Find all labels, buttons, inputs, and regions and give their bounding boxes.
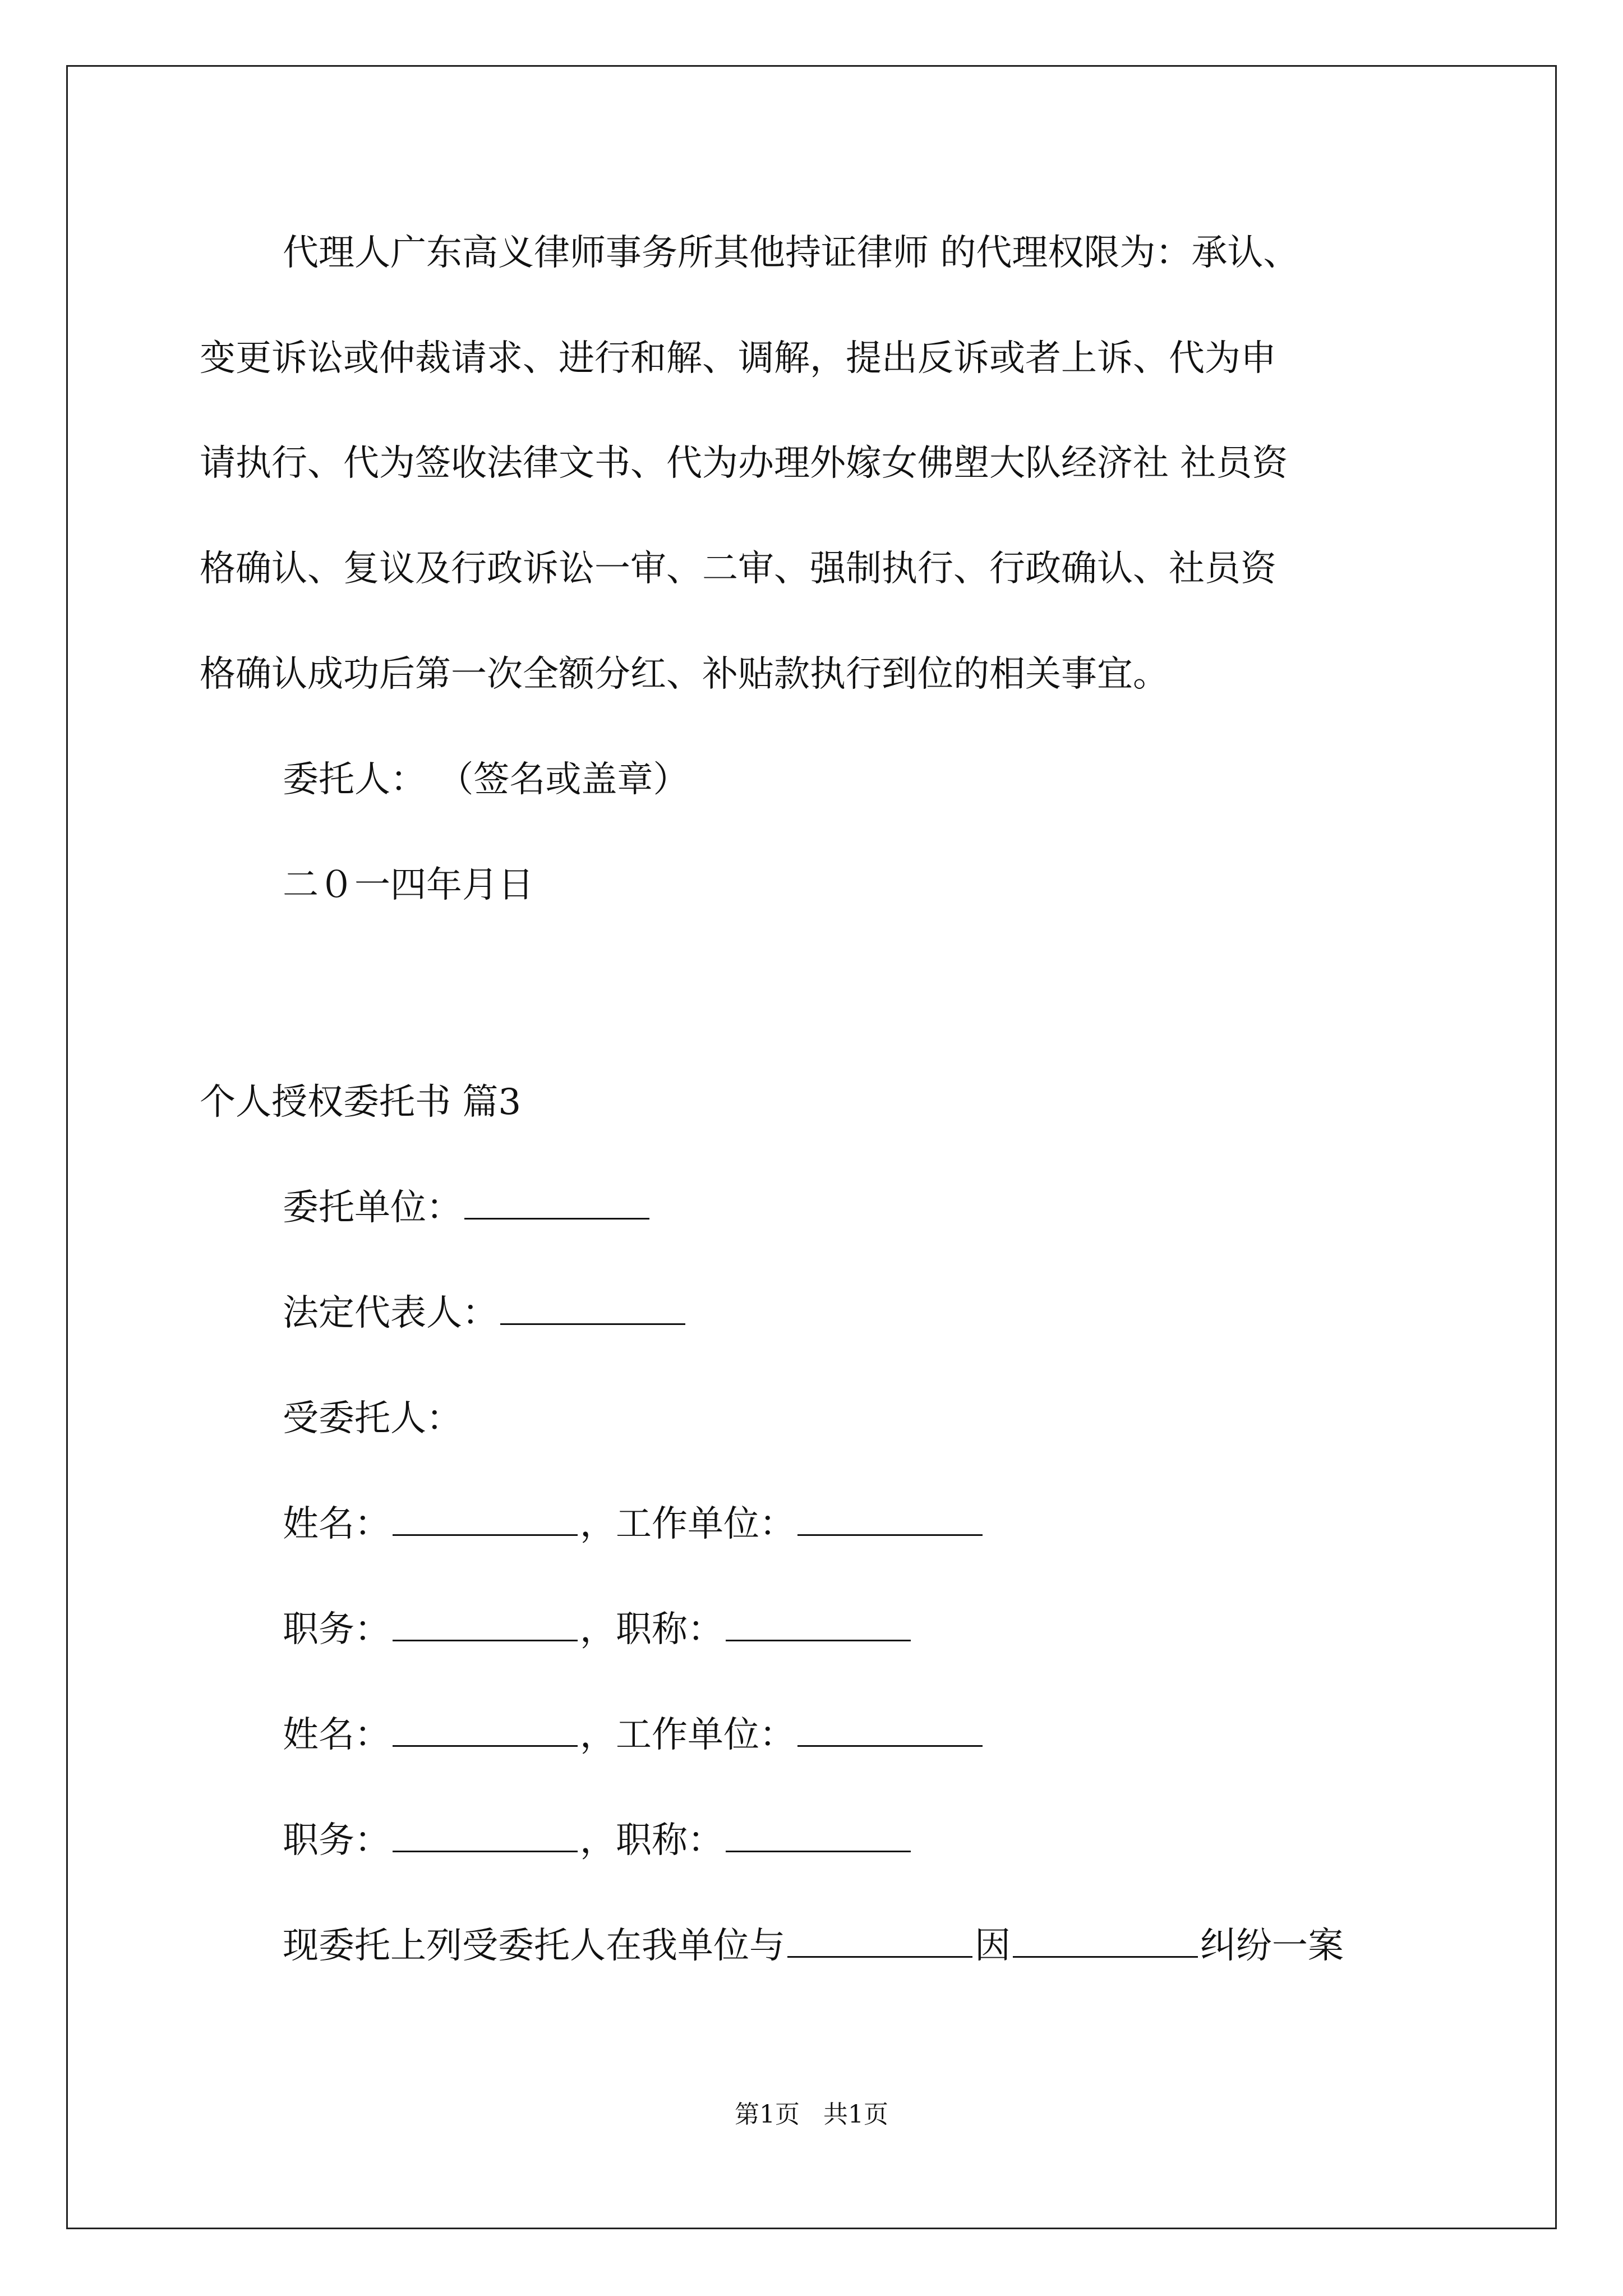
agent1-name-row <box>283 1499 985 1549</box>
paragraph-line-4: 格确认、复议及行政诉讼一审、二审、强制执行、行政确认、社员资 <box>200 548 1276 590</box>
name-blank <box>393 1711 578 1747</box>
paragraph-line-1: 代理人广东高义律师事务所其他持证律师 的代理权限为：承认、 <box>283 232 1299 274</box>
page-border <box>66 65 1557 2229</box>
entrusting-unit-label: 委托单位： <box>283 1187 462 1228</box>
principal-signature-line: 委托人： （签名或盖章） <box>283 759 689 800</box>
entrusting-unit-row <box>283 1182 652 1233</box>
title-label: ，职称： <box>580 1609 723 1650</box>
position-label: 职务： <box>283 1609 390 1650</box>
legal-rep-blank <box>500 1290 685 1325</box>
legal-rep-label: 法定代表人： <box>283 1292 498 1334</box>
legal-rep-row <box>283 1288 688 1338</box>
work-unit-label: ，工作单位： <box>580 1714 795 1756</box>
entrust-statement-part1: 现委托上列受委托人在我单位与 <box>283 1925 785 1967</box>
agent-label: 受委托人： <box>283 1398 462 1439</box>
agent2-name-row <box>283 1710 985 1760</box>
paragraph-line-5: 格确认成功后第一次全额分红、补贴款执行到位的相关事宜。 <box>200 654 1169 695</box>
position-label: 职务： <box>283 1820 390 1861</box>
title-label: ，职称： <box>580 1820 723 1861</box>
page-total: 共1页 <box>823 2100 888 2129</box>
paragraph-line-2: 变更诉讼或仲裁请求、进行和解、调解，提出反诉或者上诉、代为申 <box>200 338 1276 379</box>
paragraph-line-3: 请执行、代为签收法律文书、代为办理外嫁女佛塱大队经济社 社员资 <box>200 443 1288 484</box>
agent2-position-row <box>283 1815 913 1866</box>
section-heading: 个人授权委托书 篇3 <box>200 1082 522 1123</box>
title-blank <box>726 1606 911 1641</box>
entrust-statement-part2: 因 <box>975 1925 1011 1967</box>
work-unit-label: ，工作单位： <box>580 1503 795 1545</box>
agent1-position-row <box>283 1604 913 1655</box>
name-blank <box>393 1501 578 1536</box>
counterparty-blank <box>787 1922 972 1958</box>
page-footer <box>0 2098 1623 2132</box>
position-blank <box>393 1606 578 1641</box>
page-number: 第1页 <box>735 2100 800 2129</box>
dispute-blank <box>1013 1922 1198 1958</box>
name-label: 姓名： <box>283 1714 390 1756</box>
position-blank <box>393 1817 578 1852</box>
entrust-statement-row <box>283 1921 1344 1971</box>
name-label: 姓名： <box>283 1503 390 1545</box>
entrust-statement-part3: 纠纷一案 <box>1200 1925 1344 1967</box>
work-unit-blank <box>797 1501 983 1536</box>
entrusting-unit-blank <box>464 1184 649 1220</box>
work-unit-blank <box>797 1711 983 1747</box>
title-blank <box>726 1817 911 1852</box>
date-line: 二０一四年月日 <box>283 864 534 906</box>
